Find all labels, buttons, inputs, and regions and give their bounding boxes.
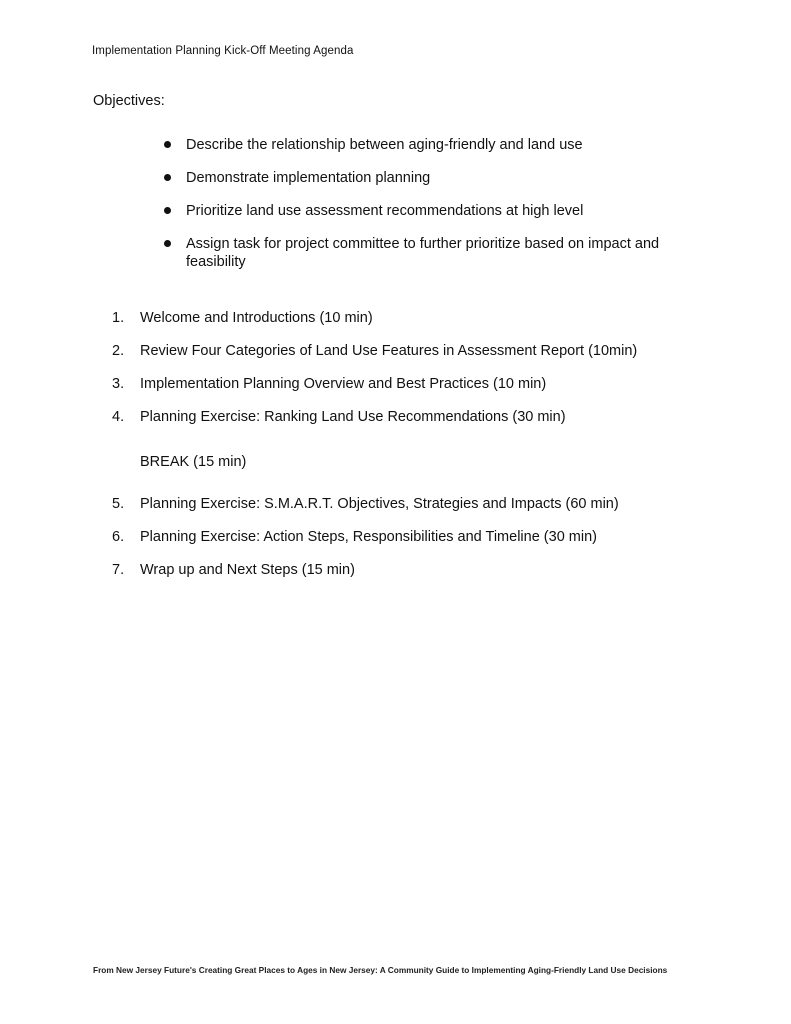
agenda-item [112, 309, 732, 327]
agenda-item-text: Planning Exercise: Action Steps, Responsibilities and Timeline (30 min) [140, 529, 597, 545]
agenda-item [112, 342, 732, 360]
agenda-item [112, 408, 732, 426]
objective-text: Assign task for project committee to further prioritize based on impact and feasibility [186, 236, 660, 270]
agenda-item-text: Review Four Categories of Land Use Features in Assessment Report (10min) [140, 343, 638, 359]
agenda-item-text: Implementation Planning Overview and Best Practices (10 min) [140, 376, 547, 392]
objective-item [160, 136, 660, 154]
agenda-item-text: Planning Exercise: Ranking Land Use Recommendations (30 min) [140, 409, 566, 425]
break-label: BREAK (15 min) [140, 454, 247, 470]
objective-text: Describe the relationship between aging-friendly and land use [186, 137, 583, 153]
bullet-icon [164, 207, 171, 214]
page-footer: From New Jersey Future's Creating Great Places to Ages in New Jersey: A Community Guide to Implementing Aging-Friendly Land Use Decisions [93, 965, 668, 975]
agenda-item [112, 561, 732, 579]
objectives-list [160, 136, 660, 286]
agenda-item-text: Welcome and Introductions (10 min) [140, 310, 373, 326]
agenda-item [112, 375, 732, 393]
objective-text: Demonstrate implementation planning [186, 170, 431, 186]
agenda-item-number: 6. [112, 529, 125, 545]
agenda-item [112, 495, 732, 513]
agenda-item-number: 1. [112, 310, 125, 326]
page-header: Implementation Planning Kick-Off Meeting Agenda [92, 45, 354, 57]
objective-text: Prioritize land use assessment recommendations at high level [186, 203, 584, 219]
agenda-item-number: 7. [112, 562, 125, 578]
agenda-list [112, 309, 732, 579]
agenda-item-number: 2. [112, 343, 125, 359]
objective-item [160, 169, 660, 187]
bullet-icon [164, 240, 171, 247]
agenda-item [112, 528, 732, 546]
bullet-icon [164, 141, 171, 148]
agenda-item-text: Planning Exercise: S.M.A.R.T. Objectives, Strategies and Impacts (60 min) [140, 496, 619, 512]
agenda-item-number: 3. [112, 376, 125, 392]
bullet-icon [164, 174, 171, 181]
agenda-item-text: Wrap up and Next Steps (15 min) [140, 562, 355, 578]
agenda-item-number: 4. [112, 409, 125, 425]
objectives-heading: Objectives: [93, 93, 165, 109]
agenda-item-number: 5. [112, 496, 125, 512]
objective-item [160, 235, 660, 271]
objective-item [160, 202, 660, 220]
